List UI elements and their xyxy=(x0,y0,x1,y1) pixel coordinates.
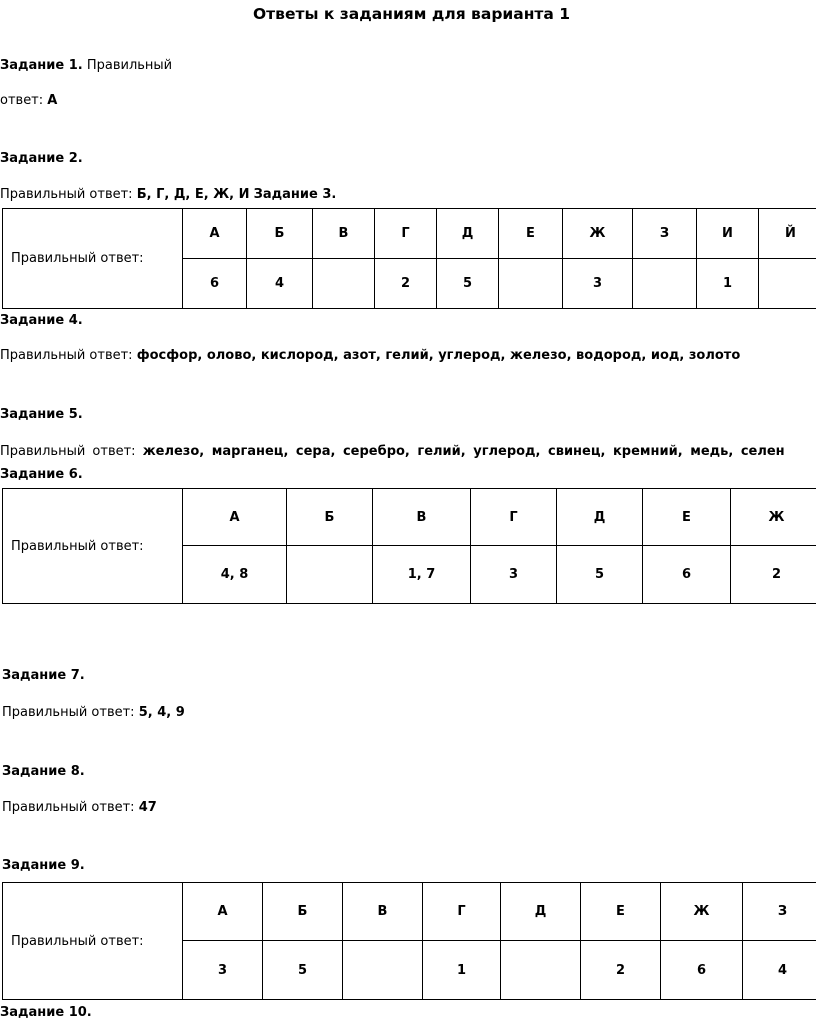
task-1-line-2 xyxy=(0,93,57,108)
task-6-value xyxy=(287,546,373,604)
task-3-table xyxy=(2,208,816,309)
task-9-value: 5 xyxy=(263,941,343,1000)
page-title: Ответы к заданиям для варианта 1 xyxy=(253,5,571,23)
task-3-value: 5 xyxy=(437,259,499,309)
task-3-letter: З xyxy=(633,209,697,259)
task-9-letter: Ж xyxy=(661,883,743,941)
task-3-letter: Г xyxy=(375,209,437,259)
task-4-answer: фосфор, олово, кислород, азот, гелий, углерод, железо, водород, иод, золото xyxy=(136,348,741,363)
task-3-value xyxy=(313,259,375,309)
task-3-label: Правильный ответ: xyxy=(3,209,183,309)
task-9-value: 4 xyxy=(743,941,816,1000)
task-9-value: 2 xyxy=(581,941,661,1000)
task-3-letter: Е xyxy=(499,209,563,259)
task-1-line-1 xyxy=(0,58,172,73)
task-4-label: Правильный ответ: xyxy=(0,348,133,363)
task-6-value: 4, 8 xyxy=(183,546,287,604)
task-3-value xyxy=(759,259,816,309)
task-6-heading: Задание 6. xyxy=(0,467,83,482)
task-6-letter: Д xyxy=(557,489,643,546)
task-6-label: Правильный ответ: xyxy=(3,489,183,604)
task-9-value: 3 xyxy=(183,941,263,1000)
task-9-table xyxy=(2,882,816,1000)
task-5-answer: железо, марганец, сера, серебро, гелий, углерод, свинец, кремний, медь, селен xyxy=(142,444,785,459)
task-7-label: Правильный ответ: xyxy=(2,705,135,720)
task-6-value: 6 xyxy=(643,546,731,604)
task-9-letter: Д xyxy=(501,883,581,941)
task-6-value: 1, 7 xyxy=(373,546,471,604)
task-4-answer-line xyxy=(0,348,740,363)
task-2-label: Правильный ответ: xyxy=(0,187,133,202)
task-3-heading: Задание 3. xyxy=(253,187,337,202)
task-3-value xyxy=(499,259,563,309)
task-9-value: 6 xyxy=(661,941,743,1000)
task-8-heading: Задание 8. xyxy=(2,764,85,779)
task-2-heading: Задание 2. xyxy=(0,151,83,166)
task-2-answer-line xyxy=(0,187,336,202)
task-2-answer: Б, Г, Д, Е, Ж, И xyxy=(136,187,250,202)
task-10-heading: Задание 10. xyxy=(0,1005,92,1020)
task-6-value: 3 xyxy=(471,546,557,604)
task-3-value: 2 xyxy=(375,259,437,309)
task-3-letter: И xyxy=(697,209,759,259)
task-1-answer: А xyxy=(47,93,58,108)
task-6-letter: Ж xyxy=(731,489,816,546)
task-4-heading: Задание 4. xyxy=(0,313,83,328)
task-3-value: 3 xyxy=(563,259,633,309)
task-9-letter: А xyxy=(183,883,263,941)
task-5-heading: Задание 5. xyxy=(0,407,83,422)
task-8-label: Правильный ответ: xyxy=(2,800,135,815)
task-8-answer: 47 xyxy=(138,800,157,815)
task-1-label: ответ: xyxy=(0,93,44,108)
task-6-letter: Г xyxy=(471,489,557,546)
task-3-letter: В xyxy=(313,209,375,259)
task-9-label: Правильный ответ: xyxy=(3,883,183,1000)
task-3-value: 4 xyxy=(247,259,313,309)
task-9-letter: З xyxy=(743,883,816,941)
task-3-letter: А xyxy=(183,209,247,259)
task-9-letter: Б xyxy=(263,883,343,941)
task-9-heading: Задание 9. xyxy=(2,858,85,873)
task-6-letter: В xyxy=(373,489,471,546)
task-6-letter: Б xyxy=(287,489,373,546)
task-1-heading: Задание 1. xyxy=(0,58,83,73)
task-9-letter: В xyxy=(343,883,423,941)
task-9-letter: Г xyxy=(423,883,501,941)
task-6-letter: Е xyxy=(643,489,731,546)
task-1-text: Правильный xyxy=(86,58,173,73)
task-5-answer-line xyxy=(0,444,785,459)
task-3-letter: Б xyxy=(247,209,313,259)
task-7-answer: 5, 4, 9 xyxy=(138,705,185,720)
task-9-letter: Е xyxy=(581,883,661,941)
task-8-answer-line xyxy=(2,800,157,815)
task-6-value: 2 xyxy=(731,546,816,604)
task-6-table xyxy=(2,488,816,604)
task-6-value: 5 xyxy=(557,546,643,604)
task-3-letter: Д xyxy=(437,209,499,259)
task-7-answer-line xyxy=(2,705,185,720)
task-6-letter: А xyxy=(183,489,287,546)
task-9-value xyxy=(501,941,581,1000)
task-3-value xyxy=(633,259,697,309)
task-5-label: Правильный ответ: xyxy=(0,444,136,459)
task-3-value: 1 xyxy=(697,259,759,309)
task-3-letter: Й xyxy=(759,209,816,259)
task-7-heading: Задание 7. xyxy=(2,668,85,683)
task-9-value xyxy=(343,941,423,1000)
task-9-value: 1 xyxy=(423,941,501,1000)
task-3-letter: Ж xyxy=(563,209,633,259)
task-3-value: 6 xyxy=(183,259,247,309)
